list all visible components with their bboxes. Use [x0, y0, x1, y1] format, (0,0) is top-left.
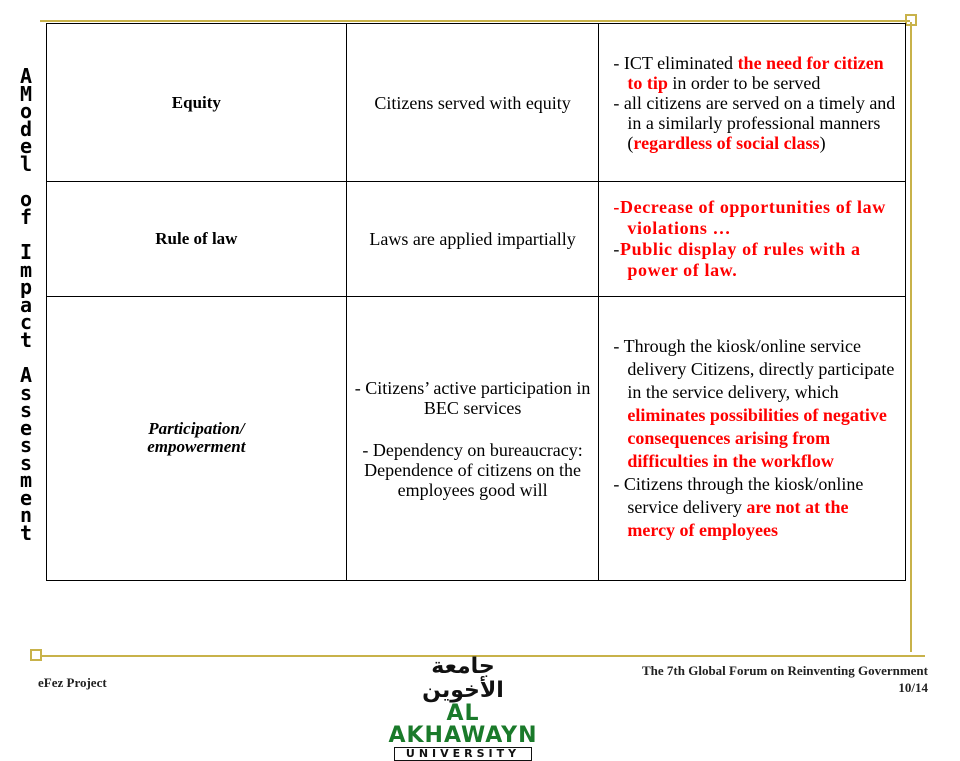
title-letter: A — [19, 363, 33, 387]
title-letter: n — [19, 503, 33, 527]
table-row — [47, 182, 906, 297]
evidence-item — [607, 53, 897, 93]
evidence-text: - — [613, 239, 621, 259]
criterion-cell: Equity — [47, 24, 347, 182]
indicator-text: - Citizens’ active participation in BEC services — [354, 377, 591, 418]
criterion-cell — [47, 297, 347, 581]
evidence-cell — [599, 182, 906, 297]
evidence-text: in order to be served — [667, 72, 821, 93]
highlighted-text: Public display of rules with a power of law. — [620, 239, 861, 280]
logo-arabic-text: جامعة الأخوين — [422, 654, 504, 703]
title-letter: M — [19, 81, 33, 106]
title-letter: o — [19, 187, 33, 211]
evidence-item — [607, 93, 897, 153]
title-letter: s — [19, 433, 33, 457]
indicator-cell — [346, 182, 599, 297]
highlighted-text: eliminates possibilities of negative consequences arising from difficulties in the workflow — [627, 405, 887, 471]
evidence-text: - Through the kiosk/online service delivery Citizens, directly participate in the service delivery, which — [613, 336, 895, 402]
slide-title-vertical — [8, 64, 44, 608]
table-row — [47, 297, 906, 581]
criterion-label: Participation/ empowerment — [147, 419, 246, 456]
footer-conference — [560, 662, 928, 696]
footer-conference-title: The 7th Global Forum on Reinventing Government — [641, 663, 928, 678]
evidence-text: - ICT eliminated — [613, 52, 738, 73]
highlighted-text: the need for citizen to tip — [627, 52, 884, 93]
title-letter: e — [19, 485, 33, 510]
indicator-text: Laws are applied impartially — [369, 229, 576, 249]
title-letter: t — [19, 520, 33, 545]
evidence-text: - Citizens through the kiosk/online service delivery — [613, 474, 864, 517]
evidence-item — [607, 473, 897, 542]
highlighted-text: -Decrease of opportunities of law violations … — [613, 197, 886, 238]
title-letter: o — [19, 99, 33, 123]
title-letter: s — [19, 398, 33, 422]
logo-latin-text: AL AKHAWAYN — [388, 701, 538, 748]
title-letter: e — [19, 134, 33, 158]
indicator-text: - Dependency on bureaucracy: Dependence of citizens on the employees good will — [362, 439, 583, 500]
highlighted-text: regardless of social class — [633, 132, 820, 153]
title-letter: s — [19, 380, 33, 405]
title-letter: c — [19, 310, 33, 334]
evidence-text: ) — [819, 132, 826, 153]
title-letter: f — [19, 204, 33, 229]
title-letter: m — [19, 257, 33, 282]
bottom-left-corner-square — [30, 649, 42, 661]
evidence-cell — [599, 297, 906, 581]
footer-page-number: 10/14 — [898, 680, 928, 695]
table-row — [47, 24, 906, 182]
title-letter: I — [19, 240, 33, 264]
title-letter: e — [19, 415, 33, 440]
evidence-text: - all citizens are served on a timely and in a similarly professional manners ( — [613, 92, 896, 153]
indicator-text: Citizens served with equity — [374, 92, 571, 113]
logo-university-text: UNIVERSITY — [394, 747, 532, 761]
title-letter: A — [19, 64, 33, 88]
evidence-item — [607, 197, 897, 239]
indicator-cell — [346, 297, 599, 581]
right-border-line — [910, 22, 912, 652]
evidence-cell — [599, 24, 906, 182]
title-letter: m — [19, 468, 33, 492]
top-border-line — [40, 20, 910, 22]
title-letter: a — [19, 292, 33, 317]
criterion-cell: Rule of law — [47, 182, 347, 297]
title-letter: l — [19, 151, 33, 176]
title-letter: s — [19, 450, 33, 475]
footer-project-name: eFez Project — [38, 675, 107, 690]
evidence-item — [607, 335, 897, 473]
university-logo — [388, 654, 538, 760]
highlighted-text: are not at the mercy of employees — [627, 497, 849, 540]
title-letter: p — [19, 275, 33, 299]
title-letter: d — [19, 116, 33, 141]
title-letter: t — [19, 327, 33, 352]
evidence-item — [607, 239, 897, 281]
impact-assessment-table — [46, 23, 906, 581]
indicator-cell — [346, 24, 599, 182]
